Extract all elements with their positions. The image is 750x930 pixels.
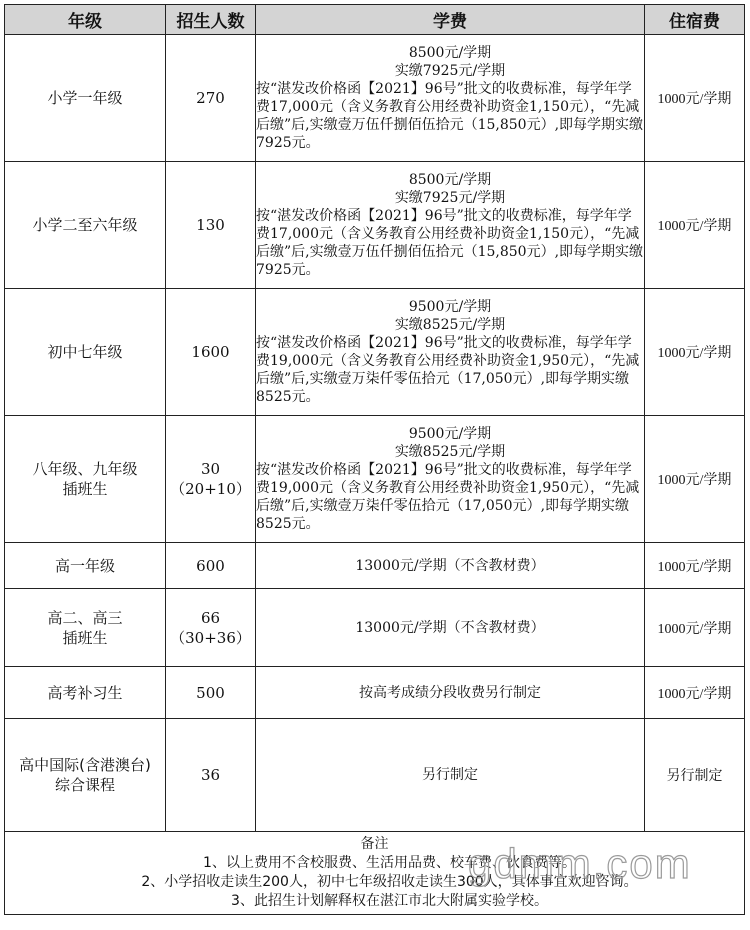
tuition-line: 实缴8525元/学期 [394,317,506,333]
dorm-fee-cell: 1000元/学期 [645,416,745,543]
tuition-line: 实缴7925元/学期 [394,190,506,206]
fee-table [4,4,745,915]
header-row [5,5,745,35]
tuition-cell [256,162,645,289]
grade-cell [5,416,166,543]
tuition-line: 13000元/学期（不含教材费） [355,557,545,574]
notes-row [5,832,745,915]
tuition-line: 9500元/学期 [408,299,492,315]
grade-cell [5,589,166,667]
dorm-fee-cell: 1000元/学期 [645,589,745,667]
table-row [5,543,745,589]
count-value: 1600 [191,343,230,361]
count-cell [166,543,256,589]
grade-label: 插班生 [62,480,108,498]
count-cell [166,289,256,416]
table-row [5,35,745,162]
dorm-fee-cell: 1000元/学期 [645,35,745,162]
notes-title: 备注 [360,836,389,852]
count-cell [166,667,256,719]
tuition-cell [256,416,645,543]
table-row [5,162,745,289]
count-value: 600 [196,556,225,575]
tuition-cell [256,719,645,832]
grade-cell [5,35,166,162]
count-value: 270 [196,89,225,107]
count-value: 130 [196,216,225,234]
tuition-line: 实缴7925元/学期 [394,63,506,79]
grade-label: 高中国际(含港澳台) [19,756,151,774]
notes-cell [5,832,745,915]
tuition-cell [256,289,645,416]
grade-cell [5,289,166,416]
grade-label: 八年级、九年级 [32,460,138,478]
tuition-note: 按“湛发改价格函【2021】96号”批文的收费标准，每学年学费17,000元（含义务教育公用经费补助资金1,150元），“先减后缴”后,实缴壹万伍仟捌佰伍拾元（15,850元）,即每学期实缴7925元。 [256,208,644,278]
grade-label: 高二、高三 [47,608,123,627]
tuition-line: 8500元/学期 [408,45,492,61]
note-item: 3、此招生计划解释权在湛江市北大附属实验学校。 [231,893,548,909]
tuition-cell [256,589,645,667]
count-cell [166,416,256,543]
count-value: 36 [200,766,221,784]
tuition-cell [256,543,645,589]
tuition-line: 8500元/学期 [408,172,492,188]
grade-cell [5,543,166,589]
count-value: （20+10） [170,480,251,498]
count-value: 66 [200,608,221,627]
count-value: 30 [200,460,221,478]
count-cell [166,35,256,162]
tuition-line: 按高考成绩分段收费另行制定 [359,684,541,701]
grade-cell [5,162,166,289]
tuition-cell [256,667,645,719]
table-row [5,289,745,416]
grade-cell [5,667,166,719]
note-item: 1、以上费用不含校服费、生活用品费、校车费、伙食费等。 [203,855,576,871]
header-grade: 年级 [5,5,166,35]
watermark-logo: gdmm.com [468,840,692,887]
count-cell [166,589,256,667]
count-cell [166,162,256,289]
count-value: 500 [196,683,225,702]
grade-label: 插班生 [62,628,108,647]
dorm-fee-cell: 1000元/学期 [645,162,745,289]
tuition-note: 按“湛发改价格函【2021】96号”批文的收费标准，每学年学费19,000元（含义务教育公用经费补助资金1,950元），“先减后缴”后,实缴壹万柒仟零伍拾元（17,050元）,即每学期实缴8525元。 [256,335,640,405]
grade-cell [5,719,166,832]
tuition-line: 实缴8525元/学期 [394,444,506,460]
dorm-fee-cell: 1000元/学期 [645,289,745,416]
grade-label: 综合课程 [54,776,115,794]
table-row [5,416,745,543]
header-dorm: 住宿费 [645,5,745,35]
count-value: （30+36） [170,628,251,647]
table-row [5,589,745,667]
header-count: 招生人数 [166,5,256,35]
note-item: 2、小学招收走读生200人，初中七年级招收走读生300人，具体事宜欢迎咨询。 [141,874,638,890]
tuition-line: 另行制定 [422,767,478,783]
tuition-line: 9500元/学期 [408,426,492,442]
dorm-fee-cell: 另行制定 [645,719,745,832]
tuition-cell [256,35,645,162]
header-tuition: 学费 [256,5,645,35]
count-cell [166,719,256,832]
tuition-note: 按“湛发改价格函【2021】96号”批文的收费标准，每学年学费17,000元（含义务教育公用经费补助资金1,150元），“先减后缴”后,实缴壹万伍仟捌佰伍拾元（15,850元）,即每学期实缴7925元。 [256,81,644,151]
dorm-fee-cell: 1000元/学期 [645,543,745,589]
grade-label: 高考补习生 [47,683,123,702]
table-row [5,667,745,719]
dorm-fee-cell: 1000元/学期 [645,667,745,719]
tuition-line: 13000元/学期（不含教材费） [355,619,545,636]
grade-label: 小学一年级 [47,89,123,107]
tuition-note: 按“湛发改价格函【2021】96号”批文的收费标准，每学年学费19,000元（含义务教育公用经费补助资金1,950元），“先减后缴”后,实缴壹万柒仟零伍拾元（17,050元）,即每学期实缴8525元。 [256,462,640,532]
table-row [5,719,745,832]
grade-label: 小学二至六年级 [32,216,138,234]
grade-label: 初中七年级 [47,343,123,361]
grade-label: 高一年级 [54,556,115,575]
